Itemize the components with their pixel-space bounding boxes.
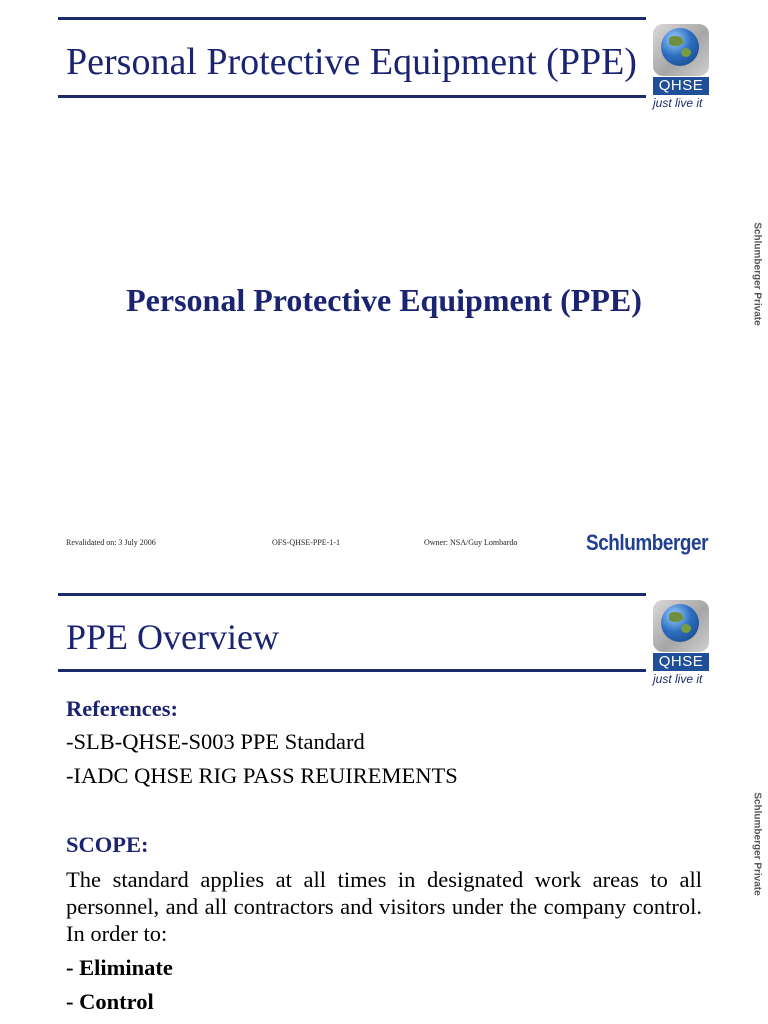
qhse-label: QHSE (653, 653, 709, 671)
reference-item: -IADC QHSE RIG PASS REUIREMENTS (66, 763, 458, 788)
schlumberger-logo: Schlumberger (586, 530, 709, 555)
center-title: Personal Protective Equipment (PPE) (126, 282, 642, 318)
document-code: OFS-QHSE-PPE-1-1 (272, 538, 341, 547)
title-bottom-rule (58, 669, 646, 672)
title-top-rule (58, 593, 646, 596)
scope-heading: SCOPE: (66, 832, 149, 857)
qhse-logo (653, 596, 713, 686)
classification-text: Schlumberger Private (751, 222, 763, 326)
globe-in-hands-icon (653, 20, 709, 76)
reference-item: -SLB-QHSE-S003 PPE Standard (66, 729, 365, 754)
qhse-tagline: just live it (653, 96, 703, 110)
overview-slide (0, 576, 768, 1024)
classification-label (747, 784, 767, 904)
slide-title: Personal Protective Equipment (PPE) (66, 41, 637, 83)
scope-paragraph: The standard applies at all times in designated work areas to all personnel, and all contractors and visitors under the company control. In order to: (66, 867, 702, 946)
bullet-item: - Eliminate (66, 955, 173, 980)
owner-text: Owner: NSA/Guy Lombardo (424, 538, 518, 547)
title-top-rule (58, 17, 646, 20)
title-bottom-rule (58, 95, 646, 98)
qhse-label: QHSE (653, 77, 709, 95)
revalidated-date: Revalidated on: 3 July 2006 (66, 538, 156, 547)
qhse-logo (653, 20, 713, 110)
classification-text: Schlumberger Private (751, 792, 763, 896)
slide-title: PPE Overview (66, 617, 279, 657)
qhse-tagline: just live it (653, 672, 703, 686)
references-heading: References: (66, 696, 179, 721)
bullet-item: - Control (66, 989, 154, 1014)
globe-in-hands-icon (653, 596, 709, 652)
